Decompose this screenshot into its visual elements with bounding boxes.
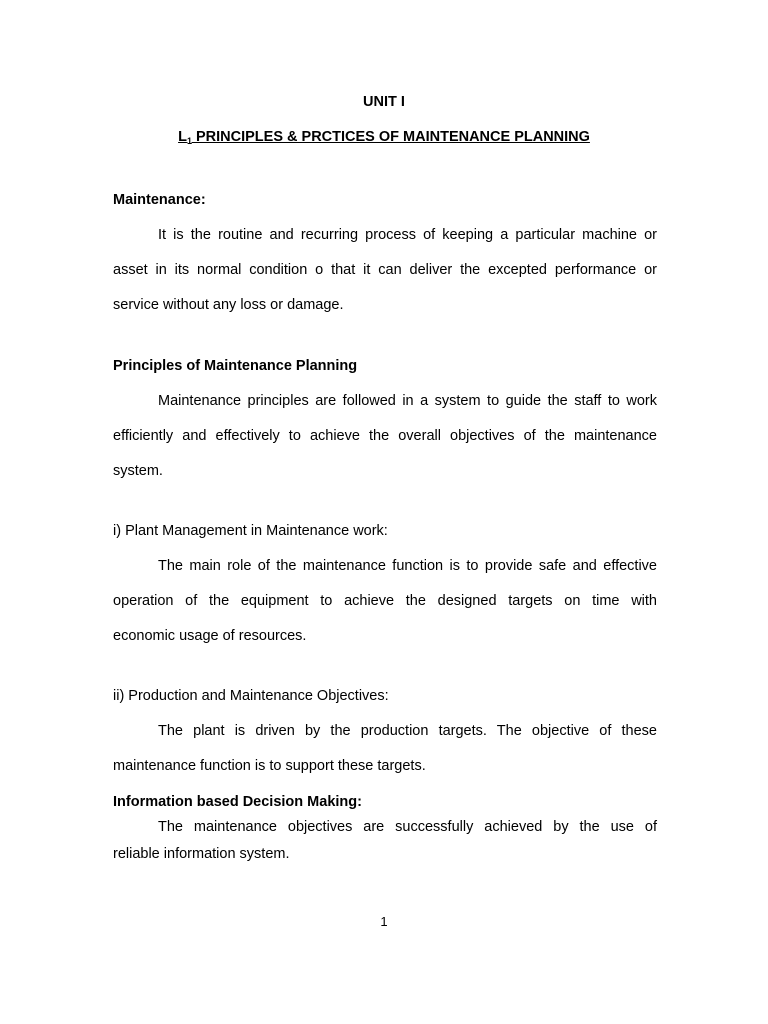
principles-heading: Principles of Maintenance Planning [113, 358, 358, 374]
information-decision-heading: Information based Decision Making: [113, 794, 362, 810]
plant-management-line-2: operation of the equipment to achieve the designed targets on time with [113, 593, 657, 609]
information-decision-line-2: reliable information system. [113, 846, 290, 862]
lesson-title-text [178, 129, 590, 145]
maintenance-heading: Maintenance: [113, 192, 206, 208]
lesson-prefix: L [178, 129, 187, 145]
production-objectives-line-1: The plant is driven by the production targets. The objective of these [158, 723, 657, 739]
information-decision-line-1: The maintenance objectives are successfully achieved by the use of [158, 819, 657, 835]
principles-line-1: Maintenance principles are followed in a system to guide the staff to work [158, 393, 657, 409]
production-objectives-line-2: maintenance function is to support these targets. [113, 758, 426, 774]
lesson-title [0, 129, 768, 146]
unit-title: UNIT I [363, 94, 405, 110]
maintenance-line-3: service without any loss or damage. [113, 297, 344, 313]
page-number: 1 [380, 914, 388, 929]
maintenance-line-1: It is the routine and recurring process of keeping a particular machine or [158, 227, 657, 243]
plant-management-line-3: economic usage of resources. [113, 628, 307, 644]
principles-line-2: efficiently and effectively to achieve the overall objectives of the maintenance [113, 428, 657, 444]
lesson-title-main: PRINCIPLES & PRCTICES OF MAINTENANCE PLANNING [195, 129, 590, 145]
maintenance-line-2: asset in its normal condition o that it can deliver the excepted performance or [113, 262, 657, 278]
principles-line-3: system. [113, 463, 163, 479]
plant-management-heading: i) Plant Management in Maintenance work: [113, 523, 388, 539]
production-objectives-heading: ii) Production and Maintenance Objectives: [113, 688, 389, 704]
plant-management-line-1: The main role of the maintenance function is to provide safe and effective [158, 558, 657, 574]
lesson-subscript: 1 [186, 136, 192, 146]
